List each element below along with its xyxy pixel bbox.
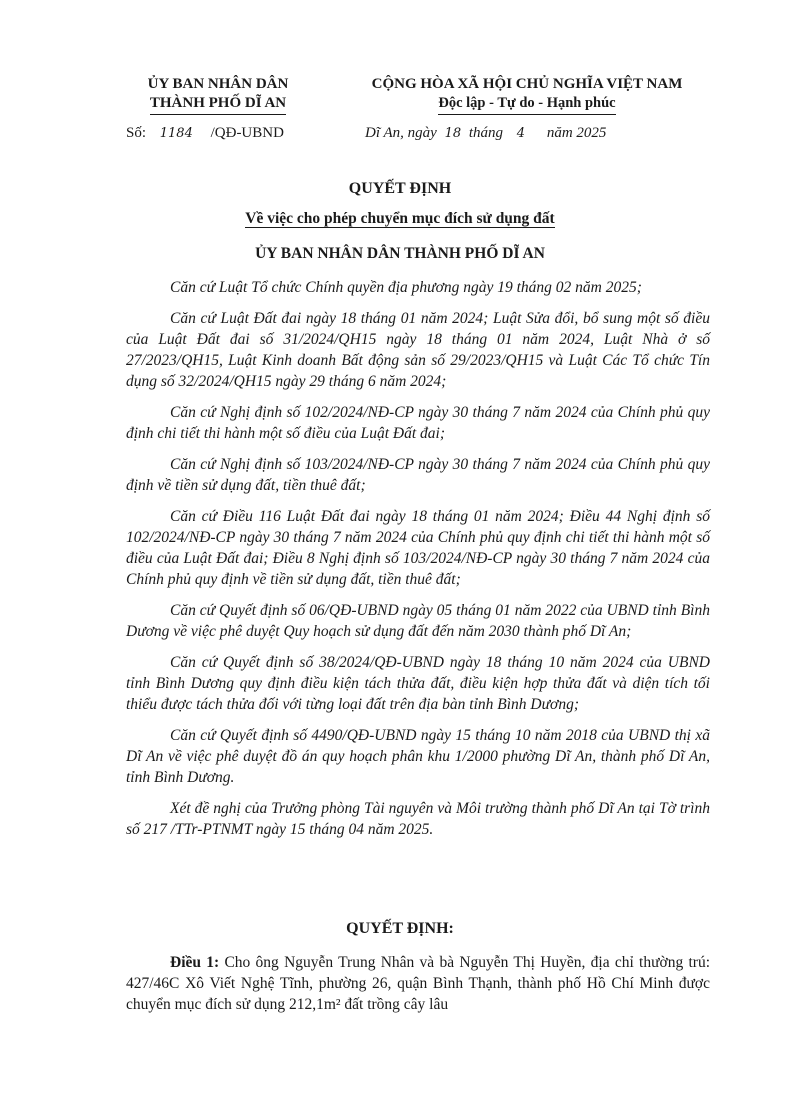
national-motto: Độc lập - Tự do - Hạnh phúc <box>438 94 615 115</box>
preamble-item: Xét đề nghị của Trưởng phòng Tài nguyên và Môi trường thành phố Dĩ An tại Tờ trình số 217 /TTr-PTNMT ngày 15 tháng 04 năm 2025. <box>126 800 710 838</box>
preamble-item: Căn cứ Quyết định số 38/2024/QĐ-UBND ngày 18 tháng 10 năm 2024 của UBND tỉnh Bình Dương quy định điều kiện tách thửa đất, điều kiện hợp thửa đất và diện tích tối thiểu được tách thửa đối với từng loại đất trên địa bàn tỉnh Bình Dương; <box>126 654 710 713</box>
so-number: 1184 <box>159 126 193 141</box>
date-day: 18 <box>444 126 462 141</box>
preamble-item: Căn cứ Điều 116 Luật Đất đai ngày 18 tháng 01 năm 2024; Điều 44 Nghị định số 102/2024/NĐ-CP ngày 30 tháng 7 năm 2024 của Chính phủ quy định chi tiết thi hành một số điều của Luật Đất đai; Điều 8 Nghị định số 103/2024/NĐ-CP ngày 30 tháng 7 năm 2024 của Chính phủ quy định về tiền sử dụng đất, tiền thuê đất; <box>126 508 710 588</box>
document-number <box>126 125 284 142</box>
article-1 <box>126 952 710 1015</box>
date-year: năm 2025 <box>546 125 607 141</box>
article-1-text: Cho ông Nguyễn Trung Nhân và bà Nguyễn Thị Huyền, địa chỉ thường trú: 427/46C Xô Viết Nghệ Tĩnh, phường 26, quận Bình Thạnh, thành phố Hồ Chí Minh được chuyển mục đích sử dụng 212,1m² đất trồng cây lâu <box>126 954 710 1013</box>
org-line-1: ỦY BAN NHÂN DÂN <box>147 76 289 92</box>
issue-date <box>365 125 606 142</box>
preamble-item: Căn cứ Nghị định số 103/2024/NĐ-CP ngày 30 tháng 7 năm 2024 của Chính phủ quy định về tiền sử dụng đất, tiền thuê đất; <box>126 456 710 494</box>
preamble-item: Căn cứ Luật Đất đai ngày 18 tháng 01 năm 2024; Luật Sửa đổi, bổ sung một số điều của Luật Đất đai số 31/2024/QH15 ngày 18 tháng 01 năm 2024, Luật Nhà ở số 27/2023/QH15, Luật Kinh doanh Bất động sản số 29/2023/QH15 và Luật Các Tổ chức Tín dụng số 32/2024/QH15 ngày 29 tháng 6 năm 2024; <box>126 310 710 390</box>
preamble-item: Căn cứ Quyết định số 4490/QĐ-UBND ngày 15 tháng 10 năm 2018 của UBND thị xã Dĩ An về việc phê duyệt đồ án quy hoạch phân khu 1/2000 phường Dĩ An, thành phố Dĩ An, tỉnh Bình Dương. <box>126 727 710 786</box>
preamble <box>126 277 710 850</box>
decide-heading: QUYẾT ĐỊNH: <box>346 920 454 937</box>
so-suffix: /QĐ-UBND <box>210 125 284 141</box>
org-line-2: THÀNH PHỐ DĨ AN <box>150 94 286 115</box>
subject-text: Về việc cho phép chuyển mục đích sử dụng đất <box>245 210 555 227</box>
national-header <box>322 75 732 115</box>
decision-subject <box>0 210 800 228</box>
nation-title: CỘNG HÒA XÃ HỘI CHỦ NGHĨA VIỆT NAM <box>371 76 683 92</box>
date-month: 4 <box>516 126 526 141</box>
decision-title: QUYẾT ĐỊNH <box>348 180 452 197</box>
preamble-item: Căn cứ Luật Tổ chức Chính quyền địa phương ngày 19 tháng 02 năm 2025; <box>170 279 642 296</box>
date-prefix: Dĩ An, ngày <box>365 125 437 141</box>
date-month-label: tháng <box>468 125 504 141</box>
preamble-item: Căn cứ Nghị định số 102/2024/NĐ-CP ngày 30 tháng 7 năm 2024 của Chính phủ quy định chi tiết thi hành một số điều của Luật Đất đai; <box>126 404 710 442</box>
issuing-authority <box>118 75 318 115</box>
authority-title: ỦY BAN NHÂN DÂN THÀNH PHỐ DĨ AN <box>255 245 545 262</box>
preamble-item: Căn cứ Quyết định số 06/QĐ-UBND ngày 05 tháng 01 năm 2022 của UBND tỉnh Bình Dương về việc phê duyệt Quy hoạch sử dụng đất đến năm 2030 thành phố Dĩ An; <box>126 602 710 640</box>
article-1-label: Điều 1: <box>170 954 220 971</box>
so-label: Số: <box>126 125 147 141</box>
